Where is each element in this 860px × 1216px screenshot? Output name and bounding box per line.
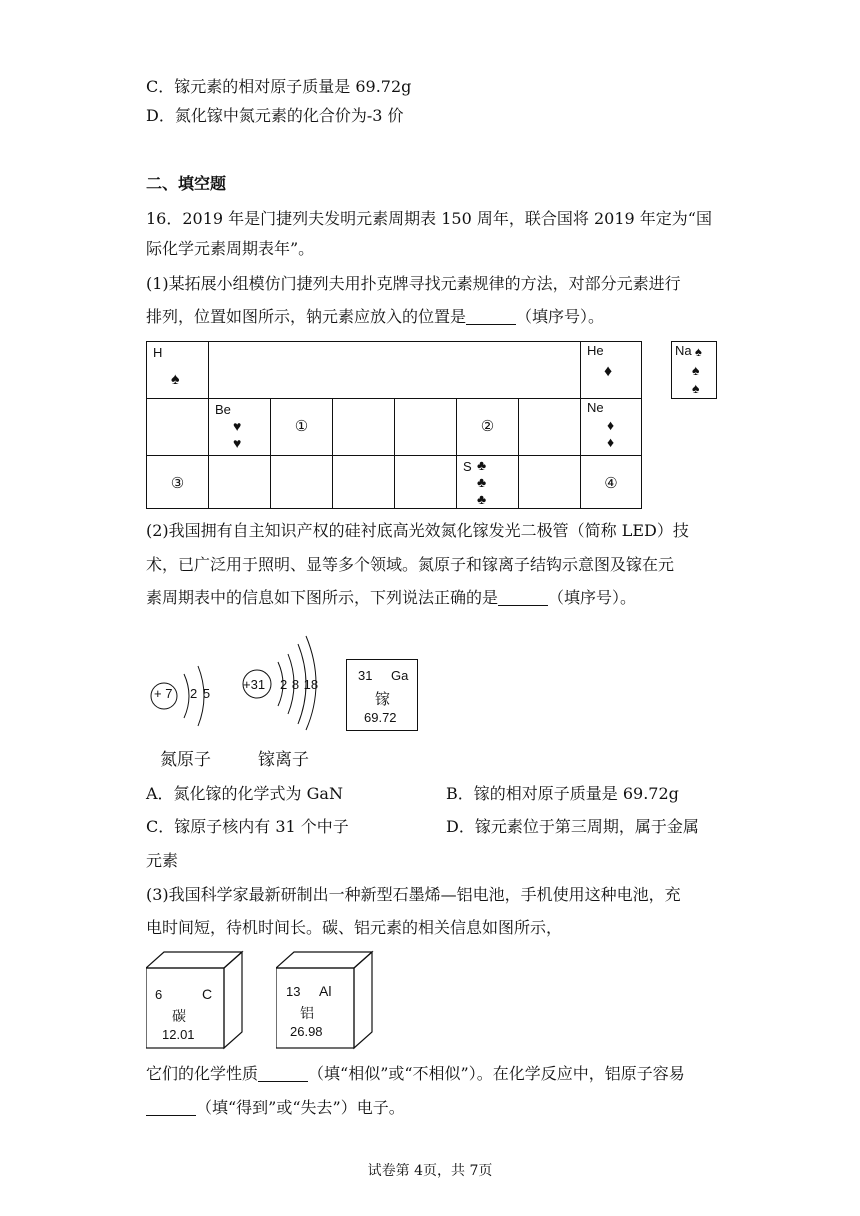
carbon-mass: 12.01 xyxy=(162,1027,195,1042)
carbon-symbol: C xyxy=(202,986,213,1002)
option-d-prev: D．氮化镓中氮元素的化合价为-3 价 xyxy=(146,106,404,125)
answer-blank-1[interactable] xyxy=(466,308,516,325)
q16-part1-line2: 排列，位置如图所示，钠元素应放入的位置是 （填序号）。 xyxy=(146,307,605,326)
cell-position-1: ① xyxy=(270,398,333,456)
diamond-icon: ♦ xyxy=(607,434,615,450)
option-a: A．氮化镓的化学式为 GaN xyxy=(146,784,343,803)
answer-blank-2[interactable] xyxy=(498,589,548,606)
cell-empty xyxy=(332,398,395,456)
cell-empty xyxy=(518,455,581,509)
option-d: D．镓元素位于第三周期，属于金属 xyxy=(446,817,699,836)
q16-part3-line4: （填“得到”或“失去”）电子。 xyxy=(146,1097,405,1119)
diamond-icon: ♦ xyxy=(607,417,615,433)
cell-position-2: ② xyxy=(456,398,519,456)
spade-icon: ♠ xyxy=(171,371,180,388)
spade-icon: ♠ xyxy=(695,344,702,359)
table-top-border xyxy=(208,341,581,399)
cell-empty xyxy=(146,398,209,456)
cell-empty xyxy=(332,455,395,509)
carbon-number: 6 xyxy=(155,987,163,1002)
q16-part3-line1: (3)我国科学家最新研制出一种新型石墨烯—铝电池，手机使用这种电池，充 xyxy=(146,885,681,904)
al-symbol: Al xyxy=(319,983,332,999)
answer-blank-4[interactable] xyxy=(146,1099,196,1116)
card-na: Na ♠ ♠ ♠ xyxy=(671,341,717,399)
cell-h: H ♠ xyxy=(146,341,209,399)
cell-he: He ♦ xyxy=(580,341,642,399)
q16-part2-line2: 术，已广泛用于照明、显等多个领域。氮原子和镓离子结钩示意图及镓在元 xyxy=(146,555,675,574)
ga-element-card: 31 Ga 镓 69.72 xyxy=(346,659,418,731)
club-icon: ♣ xyxy=(477,491,487,507)
heart-icon: ♥ xyxy=(233,418,242,434)
al-name: 铝 xyxy=(300,1006,314,1022)
section-title: 二、填空题 xyxy=(146,174,227,193)
q16-part3-line2: 电时间短，待机时间长。碳、铝元素的相关信息如图所示， xyxy=(146,918,563,937)
cell-empty xyxy=(394,455,457,509)
q16-part3-line3: 它们的化学性质 （填“相似”或“不相似”）。在化学反应中，铝原子容易 xyxy=(146,1064,685,1083)
cell-empty xyxy=(270,455,333,509)
cell-be: Be ♥ ♥ xyxy=(208,398,271,456)
cell-ne: Ne ♦ ♦ xyxy=(580,398,642,456)
diamond-icon: ♦ xyxy=(604,363,613,380)
answer-blank-3[interactable] xyxy=(258,1065,308,1082)
carbon-name: 碳 xyxy=(172,1009,186,1025)
cell-empty xyxy=(518,398,581,456)
option-d-continued: 元素 xyxy=(146,851,179,870)
card-periodic-table xyxy=(146,341,642,509)
spade-icon: ♠ xyxy=(692,380,700,396)
al-number: 13 xyxy=(286,984,301,999)
page-footer: 试卷第 4页，共 7页 xyxy=(367,1163,493,1179)
q16-part1-line1: (1)某拓展小组模仿门捷列夫用扑克牌寻找元素规律的方法，对部分元素进行 xyxy=(146,274,681,293)
cell-s: S ♣ ♣ ♣ xyxy=(456,455,519,509)
al-mass: 26.98 xyxy=(290,1024,323,1039)
nitrogen-label: 氮原子 xyxy=(160,750,211,770)
club-icon: ♣ xyxy=(477,474,487,490)
q16-intro-line2: 际化学元素周期表年”。 xyxy=(146,239,315,258)
option-b: B．镓的相对原子质量是 69.72g xyxy=(446,784,679,803)
heart-icon: ♥ xyxy=(233,435,242,451)
option-c: C．镓原子核内有 31 个中子 xyxy=(146,817,349,836)
spade-icon: ♠ xyxy=(692,362,700,378)
q16-intro-line1: 16．2019 年是门捷列夫发明元素周期表 150 周年，联合国将 2019 年定为“国 xyxy=(146,209,712,228)
gallium-ion-label: 镓离子 xyxy=(258,750,309,770)
q16-part2-line1: (2)我国拥有自主知识产权的硅衬底高光效氮化镓发光二极管（简称 LED）技 xyxy=(146,521,689,540)
cell-empty xyxy=(208,455,271,509)
option-c-prev: C．镓元素的相对原子质量是 69.72g xyxy=(146,77,412,96)
cell-position-3: ③ xyxy=(146,455,209,509)
cell-position-4: ④ xyxy=(580,455,642,509)
club-icon: ♣ xyxy=(477,457,487,473)
cell-empty xyxy=(394,398,457,456)
q16-part2-line3: 素周期表中的信息如下图所示，下列说法正确的是 （填序号）。 xyxy=(146,588,637,607)
